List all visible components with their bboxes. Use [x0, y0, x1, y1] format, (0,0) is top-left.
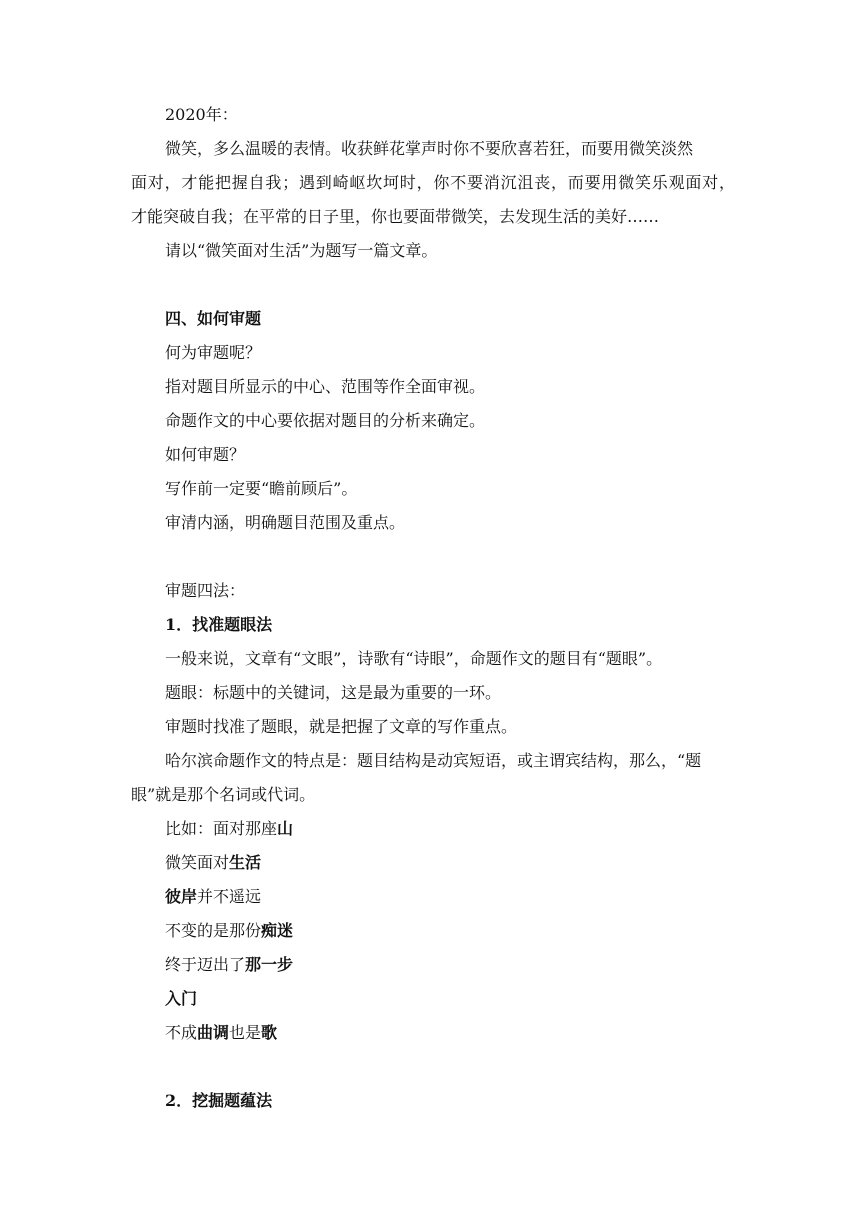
- example-3: [165, 886, 261, 908]
- answer-line-3: 写作前一定要“瞻前顾后”。: [165, 479, 358, 498]
- example-2-text: 微笑面对: [165, 853, 230, 872]
- example-3-keyword: 彼岸: [165, 887, 198, 906]
- method-2-heading: 2．挖掘题蕴法: [165, 1091, 273, 1110]
- example-1: [165, 818, 293, 840]
- example-7-keyword-2: 歌: [261, 1023, 278, 1042]
- writing-prompt: 请以“微笑面对生活”为题写一篇文章。: [165, 241, 438, 260]
- example-7-text-1: 不成: [165, 1023, 198, 1042]
- example-5-keyword: 那一步: [245, 955, 294, 974]
- method-1-paragraph-2: 题眼：标题中的关键词，这是最为重要的一环。: [165, 683, 502, 702]
- example-4-keyword: 痴迷: [261, 921, 294, 940]
- method-1-heading: 1．找准题眼法: [165, 615, 273, 634]
- example-2-keyword: 生活: [229, 853, 262, 872]
- example-6-keyword: 入门: [165, 989, 198, 1008]
- answer-line-2: 命题作文的中心要依据对题目的分析来确定。: [165, 411, 486, 430]
- intro-paragraph-line-3: 才能突破自我；在平常的日子里，你也要面带微笑，去发现生活的美好……: [131, 207, 660, 226]
- example-4-text: 不变的是那份: [165, 921, 262, 940]
- question-what-is-analysis: 何为审题呢？: [165, 343, 262, 362]
- answer-line-1: 指对题目所显示的中心、范围等作全面审视。: [165, 377, 486, 396]
- example-1-text: 比如：面对那座: [165, 819, 278, 838]
- example-5-text: 终于迈出了: [165, 955, 246, 974]
- example-7-keyword-1: 曲调: [197, 1023, 230, 1042]
- example-7-text-2: 也是: [229, 1023, 262, 1042]
- method-1-paragraph-4-line-2: 眼”就是那个名词或代词。: [131, 785, 316, 804]
- answer-line-4: 审清内涵，明确题目范围及重点。: [165, 513, 406, 532]
- example-1-keyword: 山: [277, 819, 294, 838]
- methods-title: 审题四法：: [165, 581, 246, 600]
- question-how-to-analyze: 如何审题？: [165, 445, 246, 464]
- intro-paragraph-line-2: 面对，才能把握自我；遇到崎岖坎坷时，你不要消沉沮丧，而要用微笑乐观面对，: [131, 173, 735, 192]
- example-3-text: 并不遥远: [197, 887, 262, 906]
- method-1-paragraph-3: 审题时找准了题眼，就是把握了文章的写作重点。: [165, 717, 518, 736]
- example-7: [165, 1022, 277, 1044]
- year-label: 2020年：: [165, 105, 238, 124]
- example-4: [165, 920, 293, 942]
- method-1-paragraph-1: 一般来说，文章有“文眼”，诗歌有“诗眼”，命题作文的题目有“题眼”。: [165, 649, 663, 668]
- example-5: [165, 954, 293, 976]
- example-2: [165, 852, 261, 874]
- method-1-paragraph-4-line-1: 哈尔滨命题作文的特点是：题目结构是动宾短语，或主谓宾结构，那么，“题: [165, 751, 702, 770]
- example-6: [165, 988, 197, 1010]
- section-heading-how-to-analyze: 四、如何审题: [165, 309, 262, 328]
- intro-paragraph-line-1: 微笑，多么温暖的表情。收获鲜花掌声时你不要欣喜若狂，而要用微笑淡然: [165, 139, 694, 158]
